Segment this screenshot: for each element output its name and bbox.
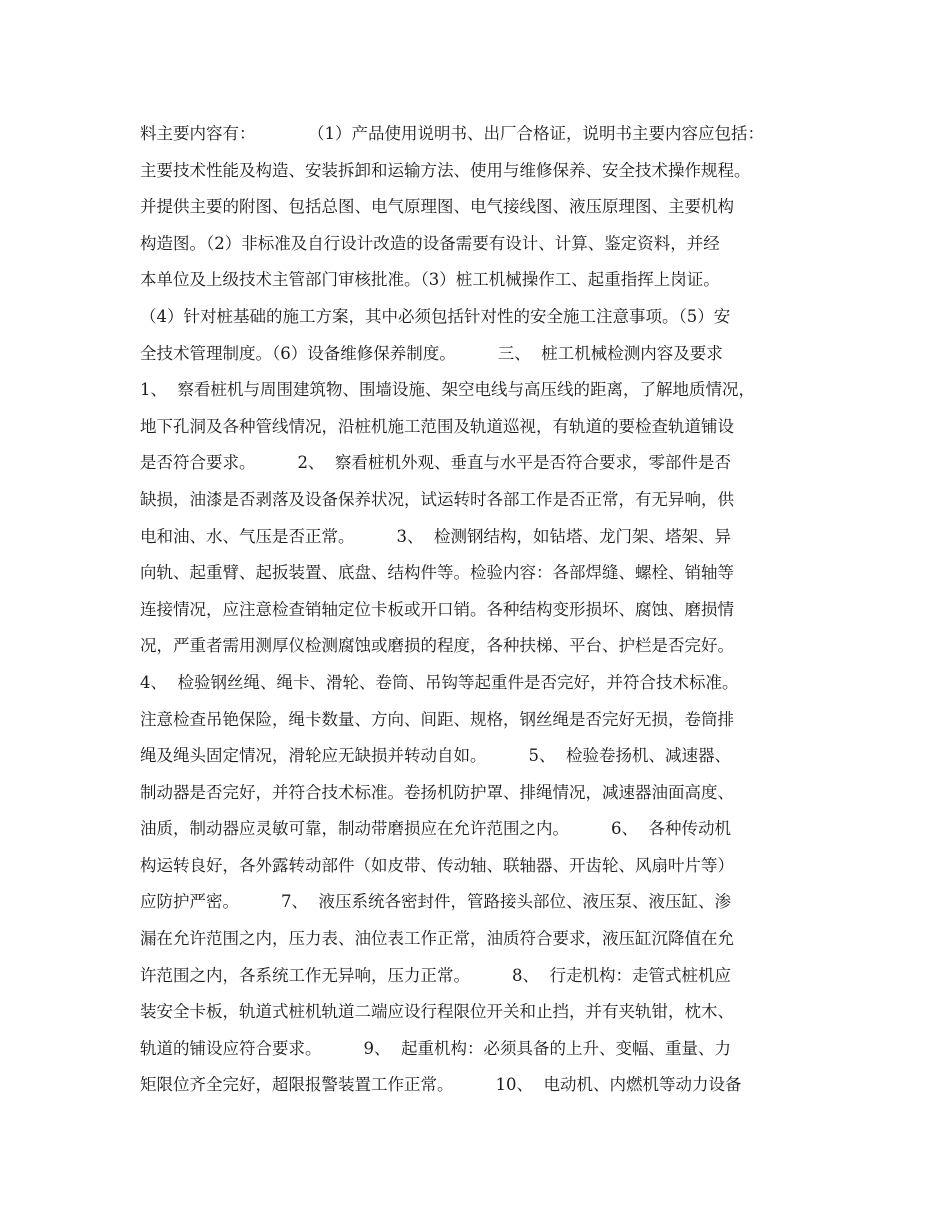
text-line: 缺损，油漆是否剥落及设备保养状况，试运转时各部工作是否正常，有无异响，供 [140,489,734,509]
text-line: 况，严重者需用测厚仪检测腐蚀或磨损的程度，各种扶梯、平台、护栏是否完好。 [140,636,734,656]
text-line: 装安全卡板，轨道式桩机轨道二端应设行程限位开关和止挡，并有夹轨钳，枕木、 [140,1002,734,1022]
text-line: 地下孔洞及各种管线情况，沿桩机施工范围及轨道巡视，有轨道的要检查轨道铺设 [140,416,734,436]
text-line: 轨道的铺设应符合要求。 9、 起重机构：必须具备的上升、变幅、重量、力 [140,1038,731,1058]
text-line: 主要技术性能及构造、安装拆卸和运输方法、使用与维修保养、安全技术操作规程。 [140,160,751,180]
text-line: 构造图。（2）非标准及自行设计改造的设备需要有设计、计算、鉴定资料，并经 [140,233,720,253]
text-line: 应防护严密。 7、 液压系统各密封件，管路接头部位、液压泵、液压缸、渗 [140,892,731,912]
text-line: 向轨、起重臂、起扳装置、底盘、结构件等。检验内容：各部焊缝、螺栓、销轴等 [140,563,734,583]
text-line: （4）针对桩基础的施工方案，其中必须包括针对性的安全施工注意事项。（5）安 [140,306,731,326]
text-line: 电和油、水、气压是否正常。 3、 检测钢结构，如钻塔、龙门架、塔架、异 [140,526,731,546]
text-line: 绳及绳头固定情况，滑轮应无缺损并转动自如。 5、 检验卷扬机、减速器、 [140,746,731,766]
text-line: 本单位及上级技术主管部门审核批准。（3）桩工机械操作工、起重指挥上岗证。 [140,270,720,290]
text-line: 全技术管理制度。（6）设备维修保养制度。 三、 桩工机械检测内容及要求 [140,343,723,363]
text-line: 连接情况，应注意检查销轴定位卡板或开口销。各种结构变形损坏、腐蚀、磨损情 [140,599,734,619]
text-line: 许范围之内，各系统工作无异响，压力正常。 8、 行走机构：走管式桩机应 [140,965,731,985]
text-line: 油质，制动器应灵敏可靠，制动带磨损应在允许范围之内。 6、 各种传动机 [140,819,731,839]
text-line: 构运转良好，各外露转动部件（如皮带、传动轴、联轴器、开齿轮、风扇叶片等） [140,855,734,875]
text-line: 漏在允许范围之内，压力表、油位表工作正常，油质符合要求，液压缸沉降值在允 [140,929,734,949]
text-line: 矩限位齐全完好，超限报警装置工作正常。 10、 电动机、内燃机等动力设备 [140,1075,742,1095]
text-line: 4、 检验钢丝绳、绳卡、滑轮、卷筒、吊钩等起重件是否完好，并符合技术标准。 [140,672,739,692]
text-line: 料主要内容有： （1）产品使用说明书、出厂合格证，说明书主要内容应包括： [140,124,764,143]
text-line: 1、 察看桩机与周围建筑物、围墙设施、架空电线与高压线的距离，了解地质情况， [140,380,755,400]
body-text [140,116,820,1104]
text-line: 并提供主要的附图、包括总图、电气原理图、电气接线图、液压原理图、主要机构 [140,197,734,217]
text-line: 注意检查吊铯保险，绳卡数量、方向、间距、规格，钢丝绳是否完好无损，卷筒排 [140,709,734,729]
text-line: 是否符合要求。 2、 察看桩机外观、垂直与水平是否符合要求，零部件是否 [140,453,731,473]
text-line: 制动器是否完好，并符合技术标准。卷扬机防护罩、排绳情况，减速器油面高度、 [140,782,734,802]
